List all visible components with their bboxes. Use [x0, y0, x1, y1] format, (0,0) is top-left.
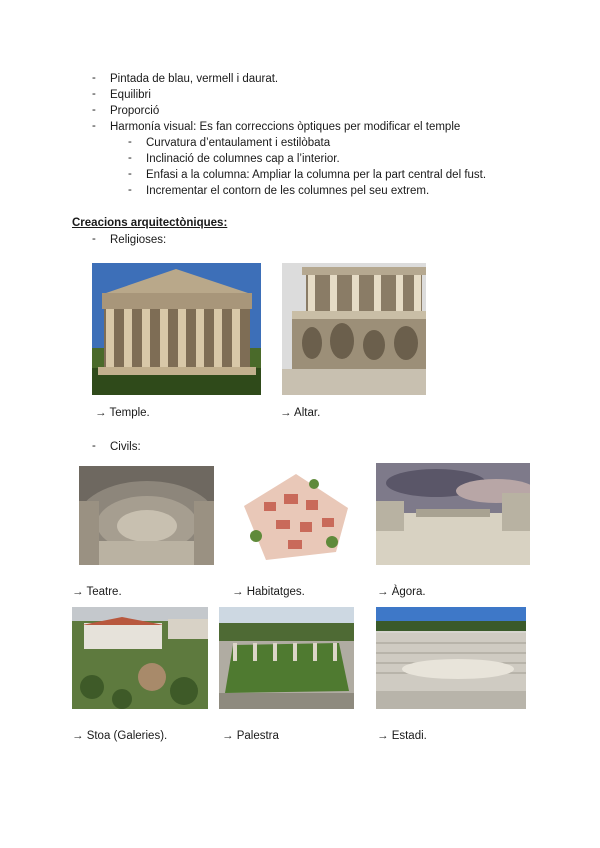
sub-bullet-dash: - [128, 152, 132, 164]
stoa-photo [72, 607, 208, 709]
caption-housing: → Habitatges. [232, 586, 305, 598]
bullet-dash: - [92, 233, 96, 245]
sub-bullet-curvature: Curvatura d’entaulament i estilòbata [146, 137, 331, 149]
caption-altar: → Altar. [280, 407, 321, 419]
section-heading: Creacions arquitectòniques: [72, 217, 228, 229]
altar-photo [282, 263, 426, 395]
theatre-photo [79, 466, 214, 565]
bullet-paint: Pintada de blau, vermell i daurat. [110, 73, 279, 85]
bullet-dash: - [92, 120, 96, 132]
housing-photo [236, 466, 354, 565]
caption-stadium: → Estadi. [377, 730, 427, 742]
bullet-dash: - [92, 104, 96, 116]
caption-palestra: → Palestra [222, 730, 279, 742]
caption-temple: → Temple. [95, 407, 150, 419]
bullet-harmony: Harmonía visual: Es fan correccions òptiques per modificar el temple [110, 121, 461, 133]
religious-label: Religioses: [110, 234, 167, 246]
sub-bullet-emphasis: Enfasi a la columna: Ampliar la columna per la part central del fust. [146, 169, 487, 181]
bullet-dash: - [92, 72, 96, 84]
sub-bullet-inclination: Inclinació de columnes cap a l’interior. [146, 153, 340, 165]
bullet-balance: Equilibri [110, 89, 151, 101]
sub-bullet-dash: - [128, 184, 132, 196]
caption-theatre: → Teatre. [72, 586, 122, 598]
stadium-photo [376, 607, 526, 709]
civil-label: Civils: [110, 441, 141, 453]
bullet-dash: - [92, 440, 96, 452]
bullet-dash: - [92, 88, 96, 100]
sub-bullet-contour: Incrementar el contorn de les columnes pel seu extrem. [146, 185, 430, 197]
bullet-proportion: Proporció [110, 105, 160, 117]
sub-bullet-dash: - [128, 136, 132, 148]
caption-stoa: → Stoa (Galeries). [72, 730, 168, 742]
sub-bullet-dash: - [128, 168, 132, 180]
agora-photo [376, 463, 530, 565]
palestra-photo [219, 607, 354, 709]
caption-agora: → Àgora. [377, 586, 426, 598]
temple-photo [92, 263, 261, 395]
